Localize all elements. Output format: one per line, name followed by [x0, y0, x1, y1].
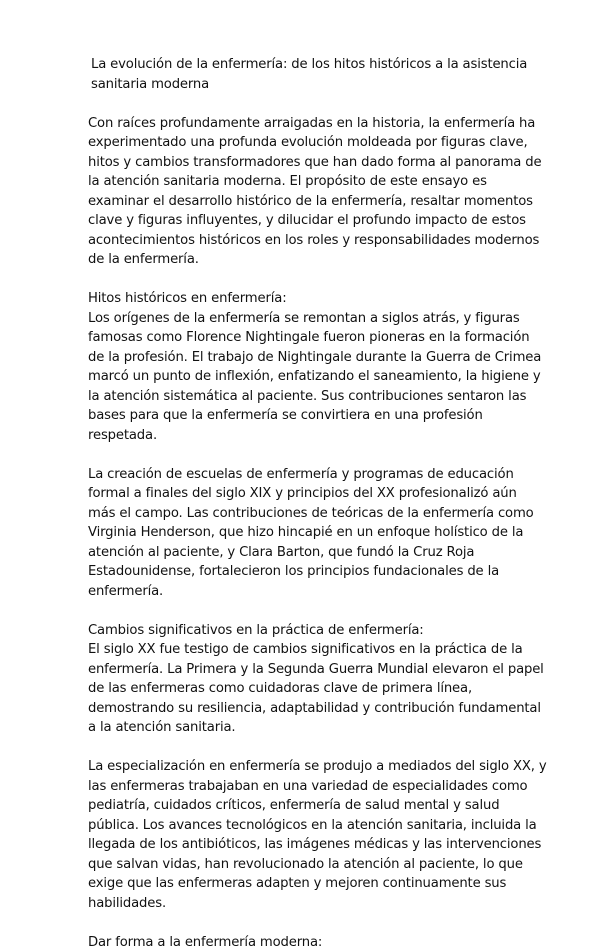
document-title: La evolución de la enfermería: de los hitos históricos a la asistencia sanitaria moderna: [88, 55, 548, 94]
section-heading: Dar forma a la enfermería moderna:: [88, 933, 548, 952]
section-practice-changes: [88, 621, 548, 914]
intro-paragraph: Con raíces profundamente arraigadas en la historia, la enfermería ha experimentado una profunda evolución moldeada por figuras clave, hitos y cambios transformadores que han dado forma al panorama de la atención sanitaria moderna. El propósito de este ensayo es examinar el desarrollo histórico de la enfermería, resaltar momentos clave y figuras influyentes, y dilucidar el profundo impacto de estos acontecimientos históricos en los roles y responsabilidades modernos de la enfermería.: [88, 114, 548, 270]
section-heading: Cambios significativos en la práctica de enfermería:: [88, 621, 548, 641]
body-paragraph: La creación de escuelas de enfermería y programas de educación formal a finales del siglo XIX y principios del XX profesionalizó aún más el campo. Las contribuciones de teóricas de la enfermería como Virginia Henderson, que hizo hincapié en un enfoque holístico de la atención al paciente, y Clara Barton, que fundó la Cruz Roja Estadounidense, fortalecieron los principios fundacionales de la enfermería.: [88, 465, 548, 602]
body-paragraph: Los orígenes de la enfermería se remontan a siglos atrás, y figuras famosas como Florence Nightingale fueron pioneras en la formación de la profesión. El trabajo de Nightingale durante la Guerra de Crimea marcó un punto de inflexión, enfatizando el saneamiento, la higiene y la atención sistemática al paciente. Sus contribuciones sentaron las bases para que la enfermería se convirtiera en una profesión respetada.: [88, 309, 548, 446]
body-paragraph: El siglo XX fue testigo de cambios significativos en la práctica de la enfermería. La Primera y la Segunda Guerra Mundial elevaron el papel de las enfermeras como cuidadoras clave de primera línea, demostrando su resiliencia, adaptabilidad y contribución fundamental a la atención sanitaria.: [88, 640, 548, 738]
section-historical-milestones: [88, 289, 548, 601]
document-body: [88, 55, 548, 952]
section-modern-nursing: [88, 933, 548, 952]
section-heading: Hitos históricos en enfermería:: [88, 289, 548, 309]
body-paragraph: La especialización en enfermería se produjo a mediados del siglo XX, y las enfermeras trabajaban en una variedad de especialidades como pediatría, cuidados críticos, enfermería de salud mental y salud pública. Los avances tecnológicos en la atención sanitaria, incluida la llegada de los antibióticos, las imágenes médicas y las intervenciones que salvan vidas, han revolucionado la atención al paciente, lo que exige que las enfermeras adapten y mejoren continuamente sus habilidades.: [88, 757, 548, 913]
